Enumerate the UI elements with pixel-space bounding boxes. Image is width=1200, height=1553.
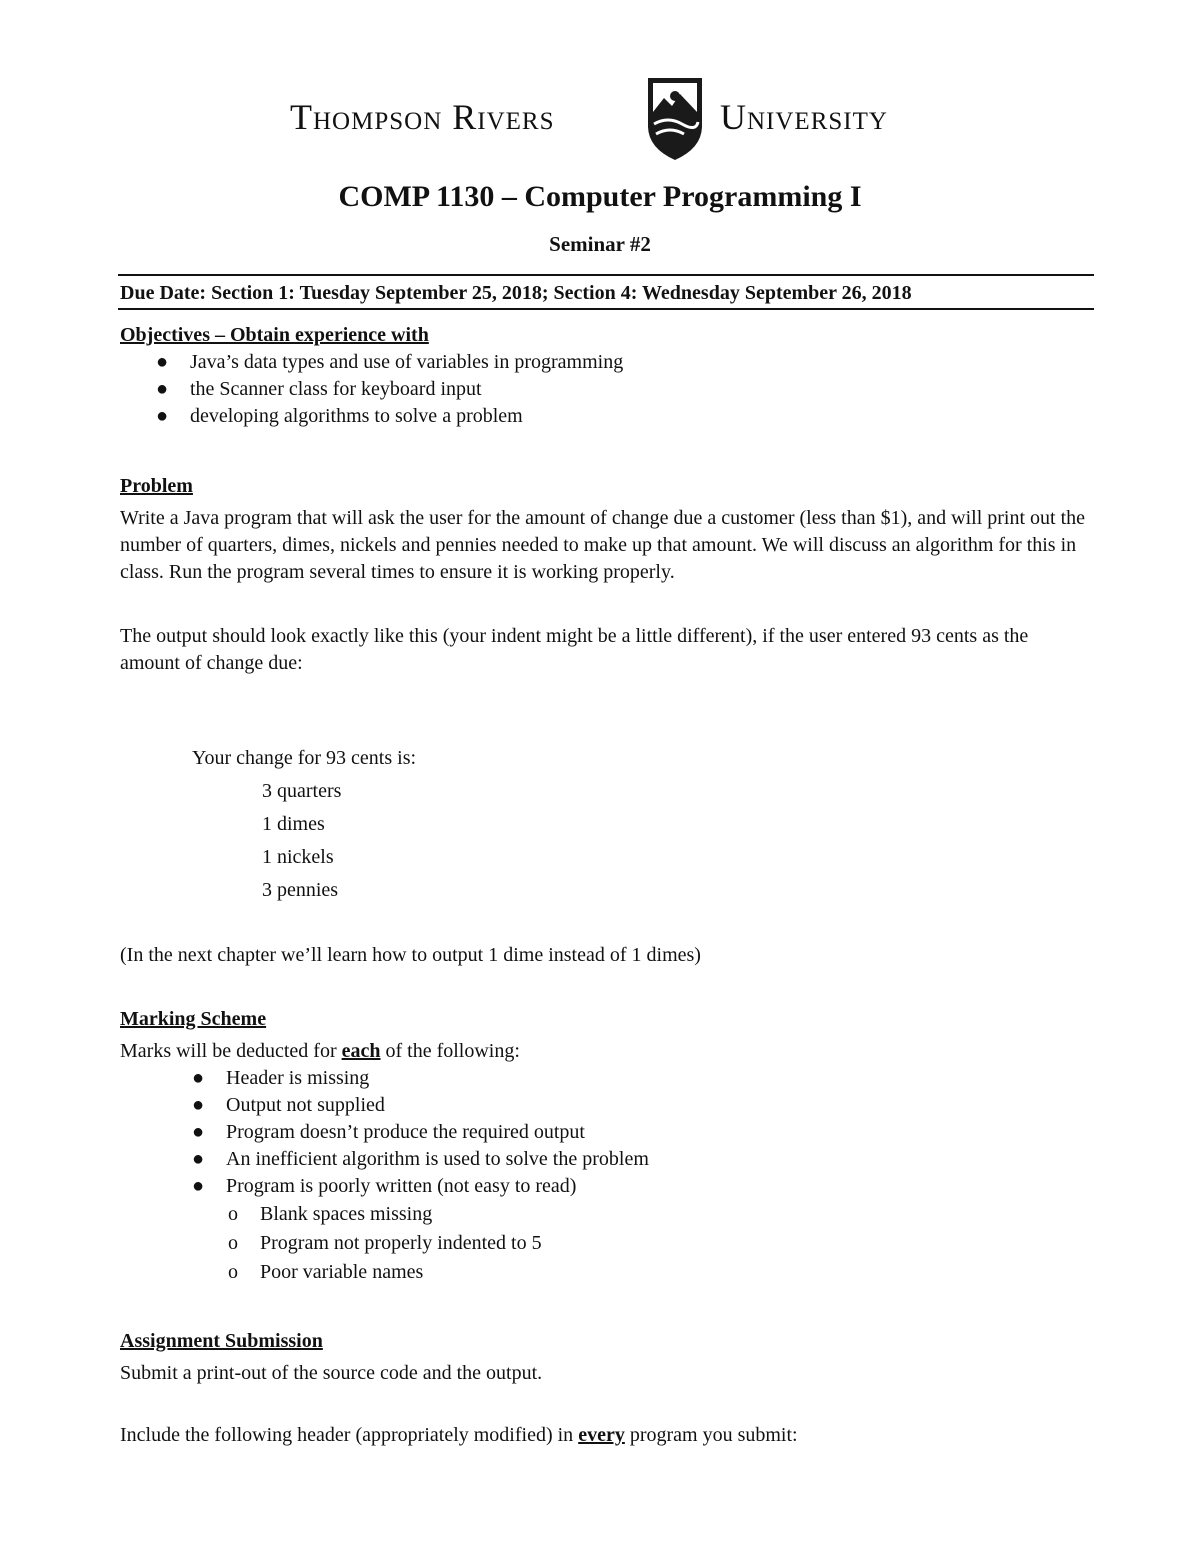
sample-output <box>192 742 416 907</box>
circle-bullet-icon: o <box>228 1203 238 1225</box>
list-item: o Program not properly indented to 5 <box>120 1229 1092 1258</box>
circle-bullet-icon: o <box>228 1261 238 1283</box>
submission-section <box>120 1328 1092 1449</box>
submission-text: Submit a print-out of the source code and the output. <box>120 1362 543 1384</box>
objectives-section <box>120 322 1092 430</box>
output-line: 1 nickels <box>262 846 334 868</box>
objectives-list <box>120 349 1092 430</box>
marking-heading: Marking Scheme <box>120 1008 267 1030</box>
list-item: ● the Scanner class for keyboard input <box>120 376 1092 403</box>
bullet-icon: ● <box>192 1148 205 1170</box>
bullet-icon: ● <box>156 405 169 427</box>
list-item: ● Header is missing <box>120 1065 1092 1092</box>
problem-paragraph: Write a Java program that will ask the user for the amount of change due a customer (less than $1), and will print out the number of quarters, dimes, nickels and pennies needed to make up that amount. We will discuss an algorithm for this in class. Run the program several times to ensure it is working properly. <box>120 507 1086 583</box>
list-item: o Poor variable names <box>120 1258 1092 1287</box>
list-item: ● Java’s data types and use of variables in programming <box>120 349 1092 376</box>
divider-bottom <box>118 308 1094 310</box>
submission-header-note: Include the following header (appropriately modified) in every program you submit: <box>120 1424 798 1446</box>
marking-sublist <box>120 1200 1092 1287</box>
problem-heading: Problem <box>120 475 193 497</box>
output-line: 3 pennies <box>262 879 339 901</box>
list-item: ● developing algorithms to solve a problem <box>120 403 1092 430</box>
bullet-icon: ● <box>192 1175 205 1197</box>
logo-left-text: Thompson Rivers <box>290 97 555 137</box>
problem-section <box>120 473 1092 677</box>
bullet-icon: ● <box>156 351 169 373</box>
output-line: Your change for 93 cents is: <box>192 747 417 769</box>
list-item: o Blank spaces missing <box>120 1200 1092 1229</box>
university-logo <box>0 74 1200 164</box>
submission-heading: Assignment Submission <box>120 1330 323 1352</box>
marking-list <box>120 1065 1092 1200</box>
page-title: COMP 1130 – Computer Programming I <box>338 180 862 213</box>
objectives-heading: Objectives – Obtain experience with <box>120 324 429 346</box>
circle-bullet-icon: o <box>228 1232 238 1254</box>
logo-right-text: University <box>720 97 888 137</box>
list-item: ● Program is poorly written (not easy to read) <box>120 1173 1092 1200</box>
bullet-icon: ● <box>192 1067 205 1089</box>
divider-top <box>118 274 1094 276</box>
due-date: Due Date: Section 1: Tuesday September 25, 2018; Section 4: Wednesday September 26, 2018 <box>120 282 912 304</box>
bullet-icon: ● <box>156 378 169 400</box>
shield-icon <box>644 74 706 162</box>
problem-note: (In the next chapter we’ll learn how to output 1 dime instead of 1 dimes) <box>120 944 701 966</box>
bullet-icon: ● <box>192 1121 205 1143</box>
bullet-icon: ● <box>192 1094 205 1116</box>
list-item: ● An inefficient algorithm is used to solve the problem <box>120 1146 1092 1173</box>
problem-output-intro: The output should look exactly like this (your indent might be a little different), if the user entered 93 cents as the amount of change due: <box>120 625 1029 674</box>
marking-section <box>120 1006 1092 1287</box>
list-item: ● Program doesn’t produce the required output <box>120 1119 1092 1146</box>
marking-intro: Marks will be deducted for each of the following: <box>120 1040 520 1062</box>
list-item: ● Output not supplied <box>120 1092 1092 1119</box>
output-line: 3 quarters <box>262 780 342 802</box>
page-subtitle: Seminar #2 <box>549 232 651 256</box>
output-line: 1 dimes <box>262 813 325 835</box>
